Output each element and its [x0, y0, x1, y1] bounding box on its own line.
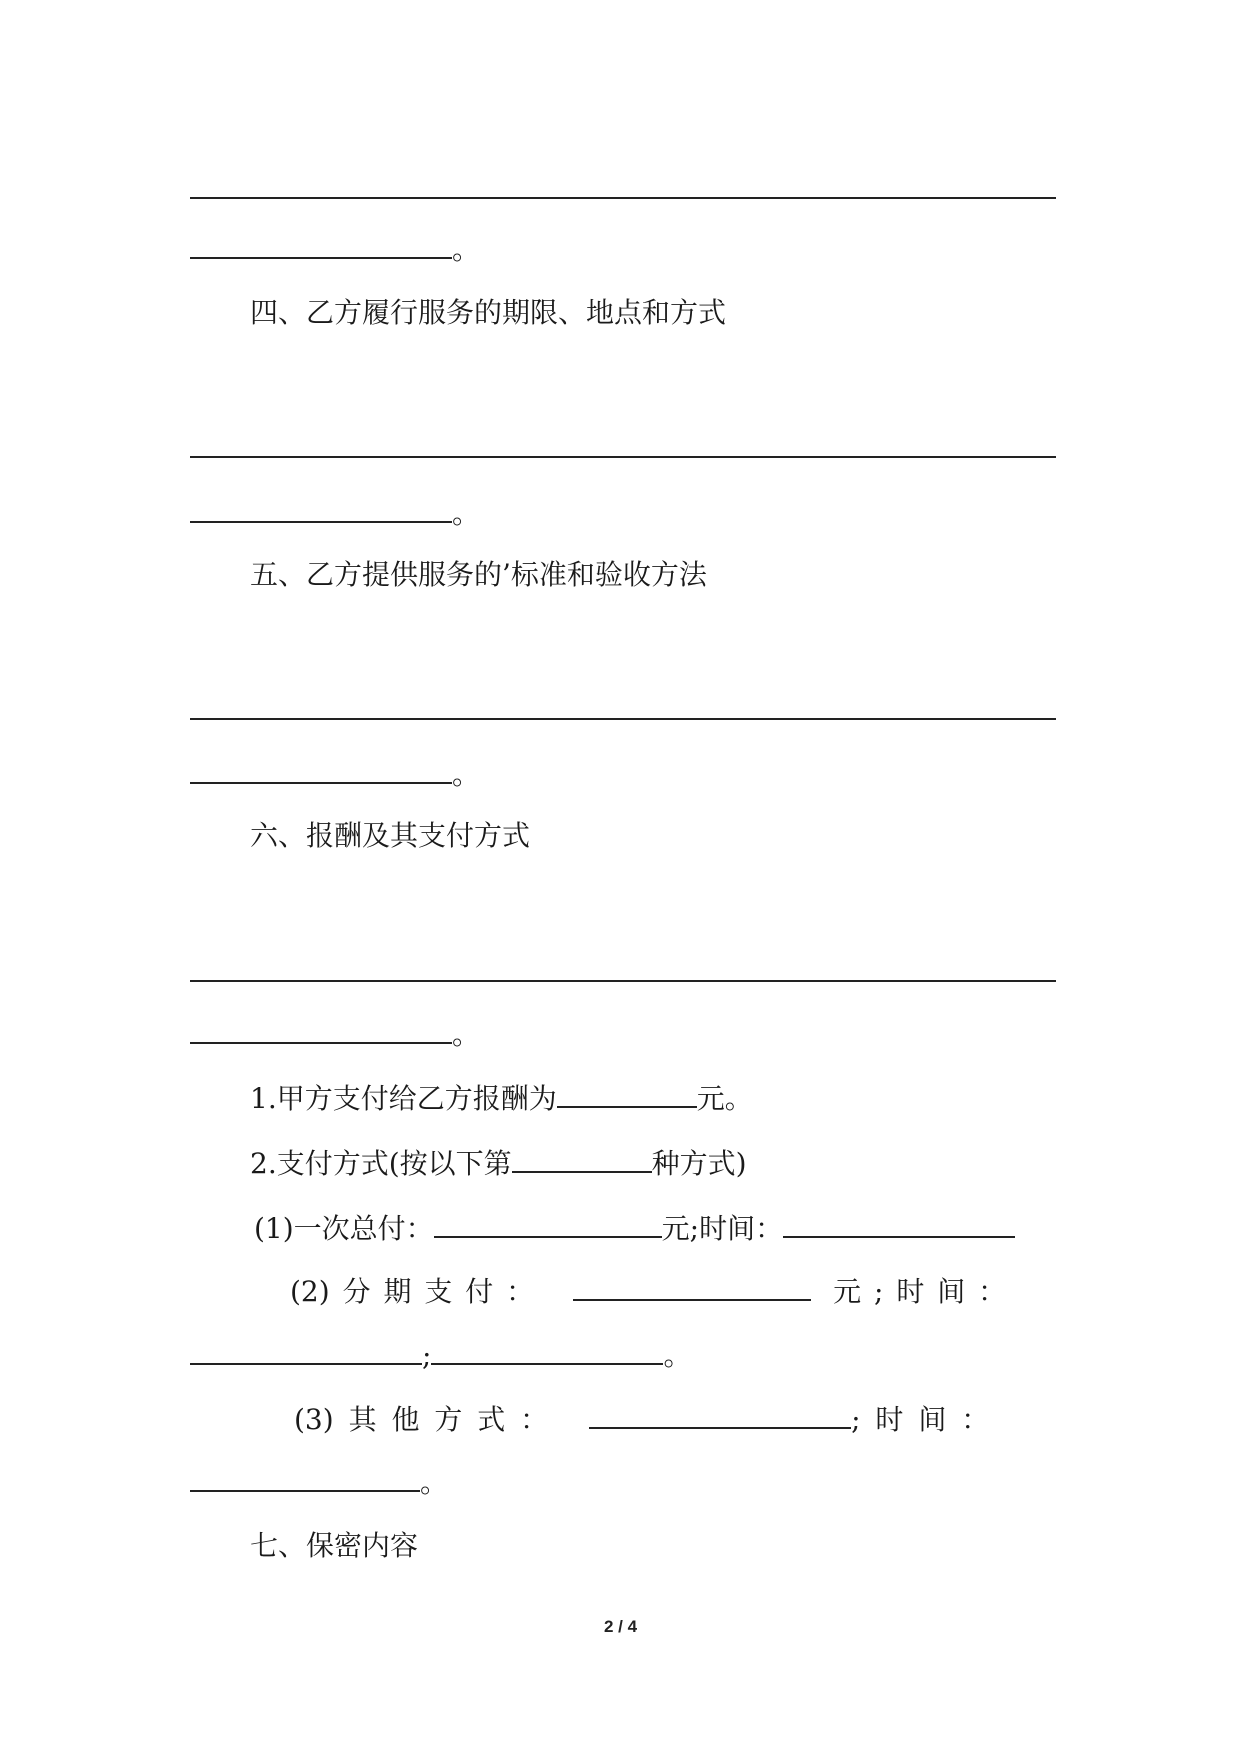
section-7-heading: 七、保密内容 [250, 1529, 419, 1562]
payment-method-line: 2.支付方式(按以下第 种方式) [250, 1147, 747, 1180]
payment-amount-line: 1.甲方支付给乙方报酬为 元。 [250, 1082, 753, 1115]
blank [190, 1020, 452, 1044]
amount-blank [434, 1214, 662, 1238]
fill-line [190, 197, 1056, 199]
fill-line [190, 456, 1056, 458]
blank [190, 499, 452, 523]
section-4-heading: 四、乙方履行服务的期限、地点和方式 [250, 296, 727, 329]
time-blank [431, 1341, 663, 1365]
method-blank [512, 1149, 652, 1173]
other-blank [589, 1405, 851, 1429]
payment-option-3-cont: 。 [190, 1465, 448, 1501]
fill-line-end: 。 [190, 757, 480, 793]
amount-blank [557, 1084, 697, 1108]
time-blank [783, 1214, 1015, 1238]
fill-line-end: 。 [190, 496, 480, 532]
time-blank [190, 1468, 420, 1492]
fill-line-end: 。 [190, 1017, 480, 1053]
payment-option-2-cont: ; 。 [190, 1338, 691, 1374]
blank [190, 235, 452, 259]
fill-line-end: 。 [190, 232, 480, 268]
section-6-heading: 六、报酬及其支付方式 [250, 819, 531, 852]
section-5-heading: 五、乙方提供服务的’标准和验收方法 [250, 558, 707, 591]
fill-line [190, 980, 1056, 982]
amount-blank [573, 1277, 811, 1301]
fill-line [190, 718, 1056, 720]
time-blank [190, 1341, 422, 1365]
payment-option-1: (1)一次总付： 元;时间： [254, 1211, 1015, 1247]
payment-option-2: (2) 分 期 支 付 ： 元 ; 时 间 ： [290, 1275, 1007, 1308]
page-number: 2 / 4 [603, 1617, 638, 1636]
payment-option-3: (3) 其 他 方 式 ： ; 时 间 ： [294, 1403, 990, 1436]
blank [190, 760, 452, 784]
